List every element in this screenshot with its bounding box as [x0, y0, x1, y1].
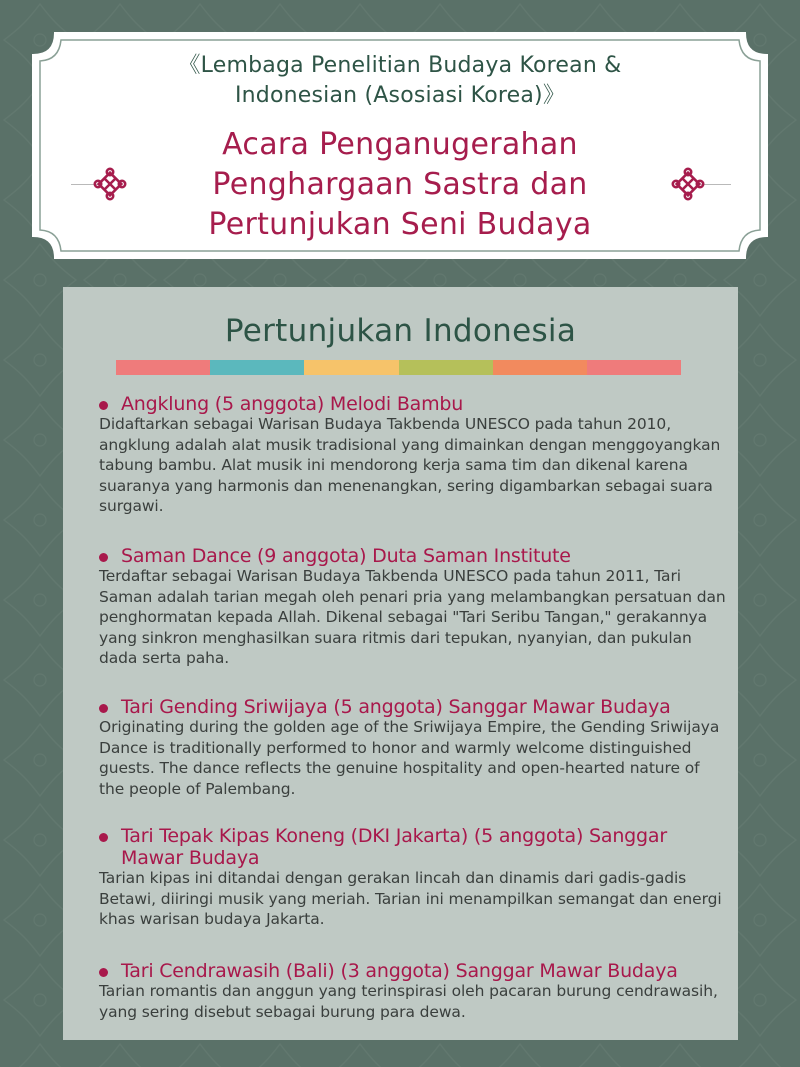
- item-title-text: Saman Dance (9 anggota) Duta Saman Institute: [121, 545, 571, 567]
- performance-item-title: [99, 393, 729, 415]
- decor-line-right: [701, 184, 731, 185]
- bullet-icon: [99, 968, 108, 977]
- color-bar-segment: [493, 360, 587, 375]
- color-bar: [116, 360, 681, 375]
- performance-item-title: [99, 960, 729, 982]
- header-title: [111, 125, 689, 245]
- header-subtitle-line2: Indonesian (Asosiasi Korea)》: [234, 83, 566, 108]
- performance-item-title: [99, 825, 729, 869]
- performance-item: [99, 545, 729, 669]
- header-subtitle-line1: 《Lembaga Penelitian Budaya Korean &: [178, 53, 622, 78]
- performance-item-title: [99, 545, 729, 567]
- color-bar-segment: [399, 360, 493, 375]
- item-title-text: Tari Tepak Kipas Koneng (DKI Jakarta) (5 anggota) Sanggar Mawar Budaya: [121, 825, 667, 869]
- item-title-text: Tari Cendrawasih (Bali) (3 anggota) Sanggar Mawar Budaya: [121, 960, 678, 982]
- performance-item: [99, 825, 729, 930]
- performance-panel: [63, 287, 738, 1040]
- performance-item-description: Didaftarkan sebagai Warisan Budaya Takbenda UNESCO pada tahun 2010, angklung adalah alat musik tradisional yang dimainkan dengan menggoyangkan tabung bambu. Alat musik ini mendorong kerja sama tim dan dikenal karena suaranya yang harmonis dan menenangkan, sering digambarkan sebagai suara surgawi.: [99, 415, 721, 515]
- color-bar-segment: [304, 360, 398, 375]
- color-bar-segment: [587, 360, 681, 375]
- performance-item-description: Terdaftar sebagai Warisan Budaya Takbenda UNESCO pada tahun 2011, Tari Saman adalah tarian megah oleh penari pria yang melambangkan persatuan dan penghormatan kepada Allah. Dikenal sebagai "Tari Seribu Tangan," gerakannya yang sinkron menghasilkan suara ritmis dari tepukan, nyanyian, dan pukulan dada serta paha.: [99, 567, 726, 667]
- performance-item-description: Tarian kipas ini ditandai dengan gerakan lincah dan dinamis dari gadis-gadis Betawi, diiringi musik yang meriah. Tarian ini menampilkan semangat dan energi khas warisan budaya Jakarta.: [99, 869, 722, 928]
- color-bar-segment: [210, 360, 304, 375]
- bullet-icon: [99, 704, 108, 713]
- header-title-line2: Penghargaan Sastra dan: [212, 167, 588, 202]
- performance-item-description: Originating during the golden age of the Sriwijaya Empire, the Gending Sriwijaya Dance is traditionally performed to honor and warmly welcome distinguished guests. The dance reflects the genuine hospitality and open-hearted nature of the people of Palembang.: [99, 718, 720, 798]
- bullet-icon: [99, 833, 108, 842]
- header-card: [31, 31, 769, 260]
- performance-item: [99, 696, 729, 799]
- color-bar-segment: [116, 360, 210, 375]
- item-title-text: Tari Gending Sriwijaya (5 anggota) Sanggar Mawar Budaya: [121, 696, 671, 718]
- performance-item-title: [99, 696, 729, 718]
- section-title: Pertunjukan Indonesia: [224, 313, 577, 349]
- bullet-icon: [99, 553, 108, 562]
- performance-item-description: Tarian romantis dan anggun yang terinspirasi oleh pacaran burung cendrawasih, yang sering disebut sebagai burung para dewa.: [99, 982, 718, 1021]
- header-subtitle: [91, 51, 709, 111]
- item-title-text: Angklung (5 anggota) Melodi Bambu: [121, 393, 464, 415]
- performance-item: [99, 960, 729, 1022]
- bullet-icon: [99, 401, 108, 410]
- header-title-line1: Acara Penganugerahan: [222, 127, 578, 162]
- performance-item: [99, 393, 729, 517]
- header-title-line3: Pertunjukan Seni Budaya: [208, 207, 592, 242]
